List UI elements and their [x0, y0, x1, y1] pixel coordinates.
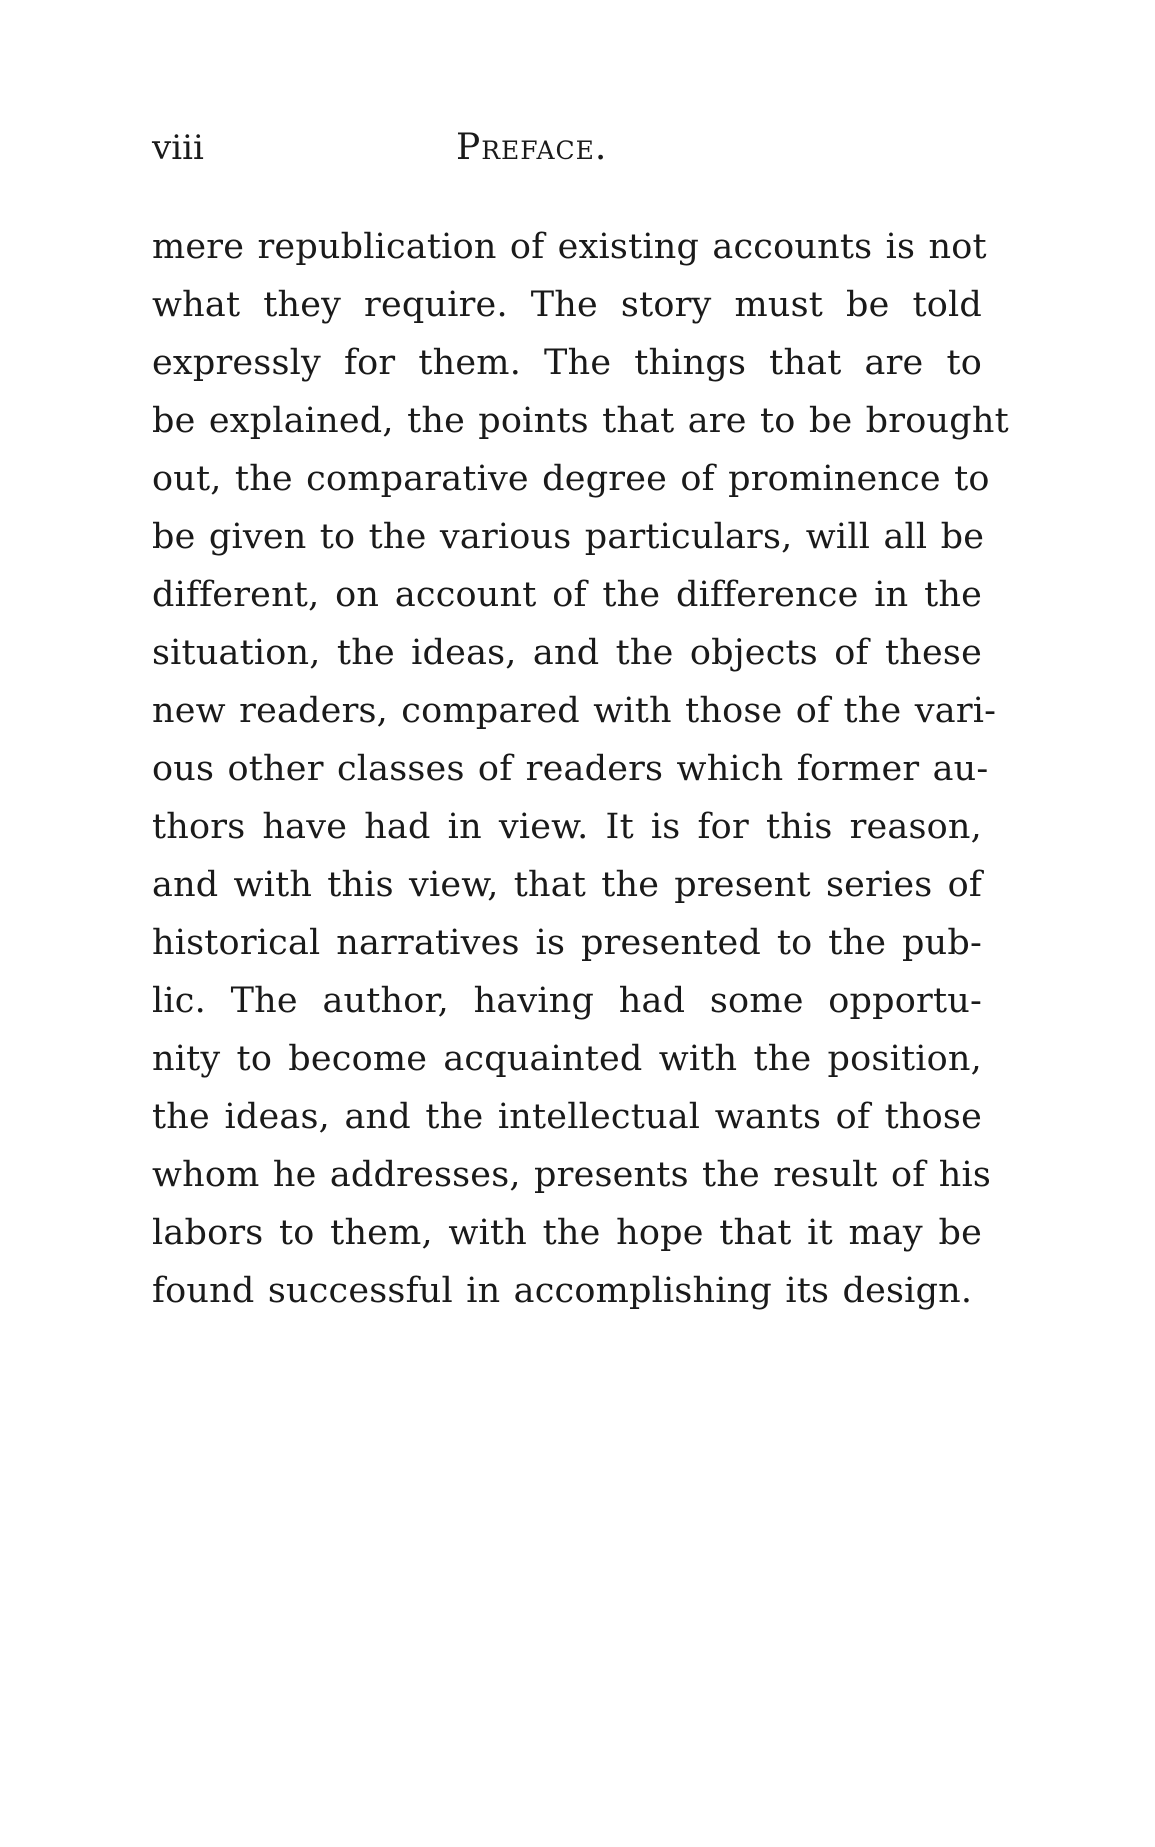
text-line: historical narratives is presented to the pub-	[152, 923, 982, 963]
text-line: situation, the ideas, and the objects of these	[152, 633, 982, 673]
text-line: found successful in accomplishing its design.	[152, 1271, 973, 1311]
text-line: mere republication of existing accounts is not	[152, 227, 987, 267]
text-line: nity to become acquainted with the position,	[152, 1039, 982, 1079]
running-title: Preface.	[456, 127, 608, 168]
text-line: ous other classes of readers which former au-	[152, 749, 989, 789]
text-line: whom he addresses, presents the result of his	[152, 1155, 992, 1195]
text-line: labors to them, with the hope that it may be	[152, 1213, 982, 1253]
page-number: viii	[152, 128, 204, 168]
text-line: different, on account of the difference in the	[152, 575, 982, 615]
text-line: expressly for them. The things that are to	[152, 343, 982, 383]
text-line: be given to the various particulars, will all be	[152, 517, 985, 557]
text-line: be explained, the points that are to be brought	[152, 401, 1009, 441]
text-line: the ideas, and the intellectual wants of those	[152, 1097, 982, 1137]
text-line: what they require. The story must be told	[152, 285, 982, 325]
text-line: new readers, compared with those of the vari-	[152, 691, 997, 731]
preface-paragraph	[152, 218, 1009, 1320]
page-header	[152, 118, 1002, 178]
text-line: thors have had in view. It is for this reason,	[152, 807, 982, 847]
text-line: and with this view, that the present series of	[152, 865, 982, 905]
text-line: out, the comparative degree of prominence to	[152, 459, 990, 499]
text-line: lic. The author, having had some opportu-	[152, 981, 982, 1021]
